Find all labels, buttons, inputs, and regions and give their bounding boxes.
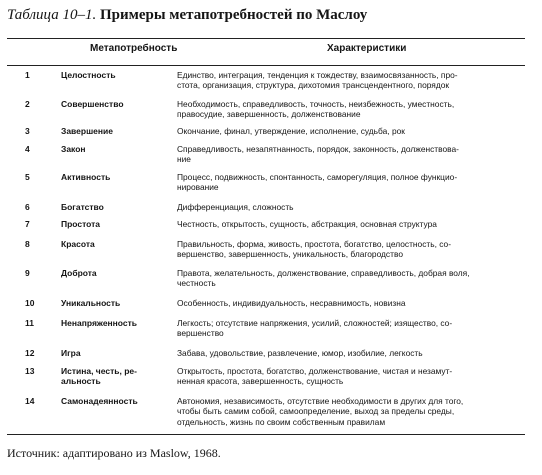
header-rule [7,65,525,66]
row-need: Завершение [61,126,113,136]
row-number: 2 [25,99,30,109]
row-characteristics: Забава, удовольствие, развлечение, юмор, изобилие, легкость [177,348,423,358]
row-number: 5 [25,172,30,182]
row-need: Богатство [61,202,104,212]
row-number: 4 [25,144,30,154]
row-characteristics: Особенность, индивидуальность, несравнимость, новизна [177,298,406,308]
row-need: Самонадеянность [61,396,138,406]
row-characteristics: Правота, желательность, долженствование, справедливость, добрая воля, честность [177,268,470,289]
row-number: 13 [25,366,35,376]
table-title-prefix: Таблица 10–1. [7,7,97,23]
row-need: Красота [61,239,95,249]
row-characteristics: Правильность, форма, живость, простота, богатство, целостность, со- вершенство, завершенность, уникальность, благородство [177,239,451,260]
row-characteristics: Открытость, простота, богатство, долженствование, чистая и незамут- ненная красота, завершенность, сущность [177,366,453,387]
row-number: 14 [25,396,35,406]
row-need: Истина, честь, ре- альность [61,366,137,387]
row-characteristics: Единство, интеграция, тенденция к тождеству, взаимосвязанность, про- стота, организация, структура, дихотомия трансцендентного, порядок [177,70,458,91]
row-number: 7 [25,219,30,229]
table-title [7,7,367,24]
row-need: Ненапряженность [61,318,138,328]
row-number: 9 [25,268,30,278]
header-need: Метапотребность [90,43,178,54]
row-number: 8 [25,239,30,249]
row-characteristics: Честность, открытость, сущность, абстракция, основная структура [177,219,437,229]
row-need: Уникальность [61,298,121,308]
row-need: Простота [61,219,101,229]
table-source: Источник: адаптировано из Maslow, 1968. [7,446,221,460]
row-characteristics: Необходимость, справедливость, точность, неизбежность, уместность, правосудие, завершенность, долженствование [177,99,455,120]
row-need: Доброта [61,268,97,278]
row-number: 10 [25,298,35,308]
row-characteristics: Автономия, независимость, отсутствие необходимости в других для того, чтобы быть самим собой, самоопределение, выход за пределы среды, отдельность, жизнь по своим собственным правилам [177,396,464,427]
row-need: Закон [61,144,86,154]
row-characteristics: Процесс, подвижность, спонтанность, саморегуляция, полное функцио- нирование [177,172,458,193]
row-need: Целостность [61,70,116,80]
bottom-rule [7,434,525,435]
row-number: 3 [25,126,30,136]
table-title-text: Примеры метапотребностей по Маслоу [99,7,368,23]
row-number: 11 [25,318,34,328]
row-characteristics: Окончание, финал, утверждение, исполнение, судьба, рок [177,126,405,136]
row-characteristics: Справедливость, незапятнанность, порядок, законность, долженствова- ние [177,144,459,165]
row-need: Игра [61,348,81,358]
header-characteristics: Характеристики [327,43,407,54]
row-need: Совершенство [61,99,124,109]
row-number: 6 [25,202,30,212]
top-rule [7,38,525,39]
row-need: Активность [61,172,111,182]
row-number: 12 [25,348,35,358]
row-number: 1 [25,70,30,80]
row-characteristics: Легкость; отсутствие напряжения, усилий, сложностей; изящество, со- вершенство [177,318,453,339]
row-characteristics: Дифференциация, сложность [177,202,294,212]
